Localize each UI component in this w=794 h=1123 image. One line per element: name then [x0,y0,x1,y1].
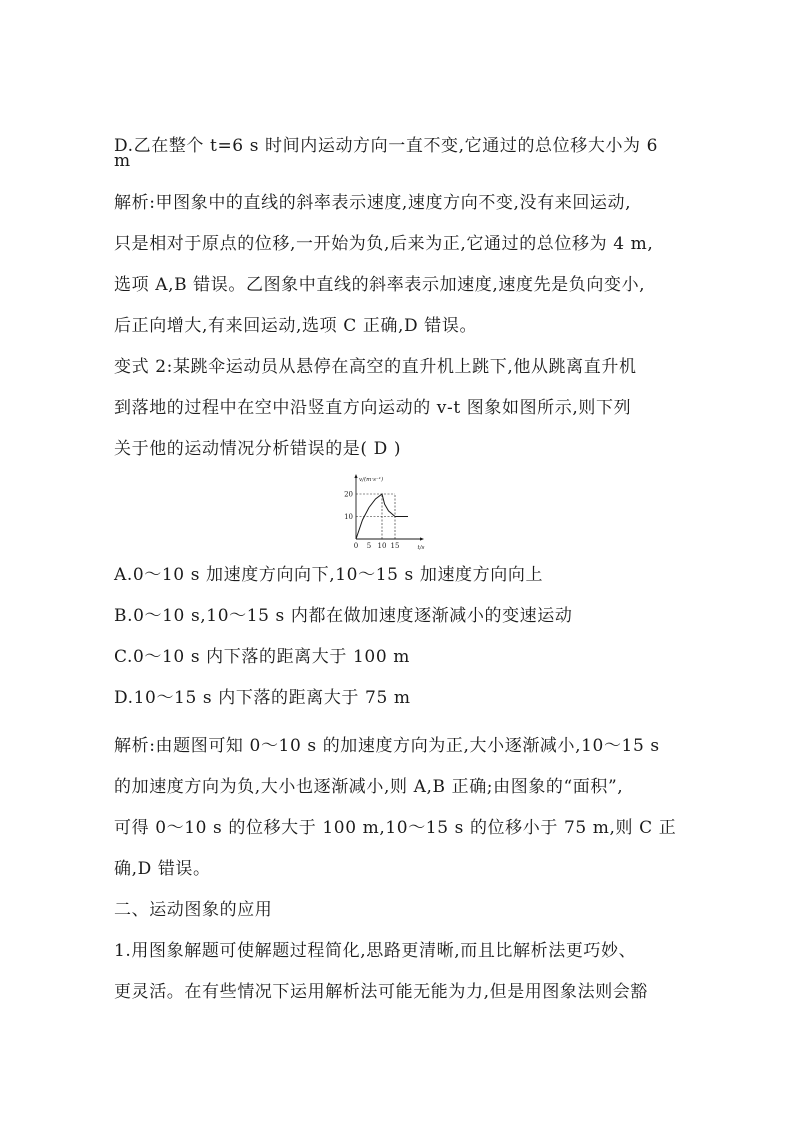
analysis-1-line-2: 只是相对于原点的位移,一开始为负,后来为正,它通过的总位移为 4 m, [114,234,654,254]
option-d-prev-line-2: m [114,151,131,171]
y-tick-label-20: 20 [344,490,353,499]
analysis-1-line-3: 选项 A,B 错误。乙图象中直线的斜率表示加速度,速度先是负向变小, [114,275,646,295]
option-b: B.0～10 s,10～15 s 内都在做加速度逐渐减小的变速运动 [114,606,573,626]
x-axis-label: t/s [417,545,425,551]
x-tick-label-15: 15 [390,542,400,550]
analysis-1-line-4: 后正向增大,有来回运动,选项 C 正确,D 错误。 [114,316,478,336]
option-d-prev-line-1: D.乙在整个 t=6 s 时间内运动方向一直不变,它通过的总位移大小为 6 [114,136,659,156]
option-d: D.10～15 s 内下落的距离大于 75 m [114,688,411,708]
y-tick-label-10: 10 [344,513,353,521]
y-axis-arrow [354,474,357,478]
analysis-1-line-1: 解析:甲图象中的直线的斜率表示速度,速度方向不变,没有来回运动, [114,193,632,213]
analysis-2-line-1: 解析:由题图可知 0～10 s 的加速度方向为正,大小逐渐减小,10～15 s [114,736,660,756]
variant-2-line-3: 关于他的运动情况分析错误的是( D ) [114,439,402,459]
x-axis-arrow [420,537,424,540]
vt-graph [340,472,460,554]
section-heading-2: 二、运动图象的应用 [114,900,273,920]
option-a: A.0～10 s 加速度方向向下,10～15 s 加速度方向向上 [114,565,544,585]
vt-graph-figure [340,472,460,554]
option-c: C.0～10 s 内下落的距离大于 100 m [114,647,410,667]
variant-2-line-1: 变式 2:某跳伞运动员从悬停在高空的直升机上跳下,他从跳离直升机 [114,357,637,377]
x-tick-label-0: 0 [353,542,359,550]
x-tick-label-5: 5 [366,542,372,550]
y-axis-label: v/(m·s⁻¹) [359,477,384,483]
variant-2-line-2: 到落地的过程中在空中沿竖直方向运动的 v-t 图象如图所示,则下列 [114,398,632,418]
x-tick-label-10: 10 [377,542,387,550]
analysis-2-line-2: 的加速度方向为负,大小也逐渐减小,则 A,B 正确;由图象的“面积”, [114,777,624,797]
analysis-2-line-4: 确,D 错误。 [114,859,211,879]
analysis-2-line-3: 可得 0～10 s 的位移大于 100 m,10～15 s 的位移小于 75 m,则 C 正 [114,818,677,838]
application-line-1: 1.用图象解题可使解题过程简化,思路更清晰,而且比解析法更巧妙、 [114,941,637,961]
application-line-2: 更灵活。在有些情况下运用解析法可能无能为力,但是用图象法则会豁 [114,982,649,1002]
